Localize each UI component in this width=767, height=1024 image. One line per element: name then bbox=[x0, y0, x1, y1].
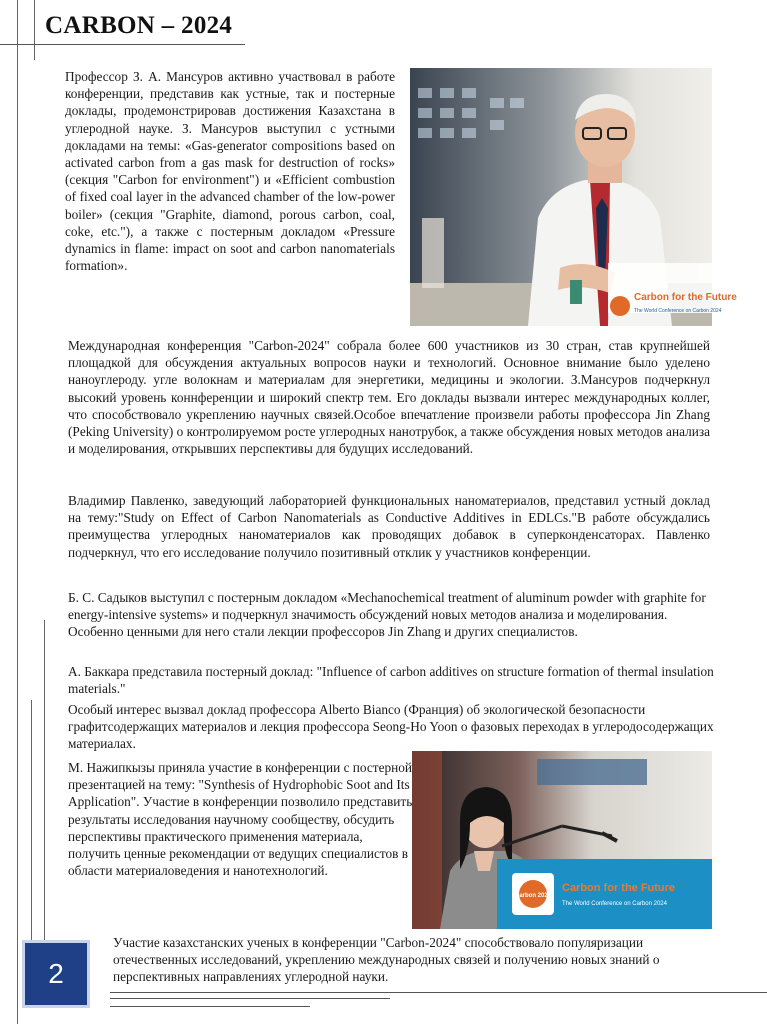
left-decor-line-2 bbox=[34, 0, 35, 60]
photo1-banner-sub: The World Conference on Carbon 2024 bbox=[634, 308, 722, 314]
footer-rule-2 bbox=[110, 998, 390, 999]
left-decor-line-1 bbox=[17, 0, 18, 1024]
paragraph-conference-overview: Международная конференция "Carbon-2024" собрала более 600 участников из 30 стран, став крупнейшей площадкой для обсуждения актуальных вопросов науки и технологий. Основное внимание было уделено наноуглероду. угле волокнам и материалам для энергетики, медицины и экологии. З.Мансуров подчеркнул высокий уровень коннференции и широкий спектр тем. Его доклады вызвали интерес международных коллег, что способствовало укреплению научных связей.Особое впечатление произвели работы профессора Jin Zhang (Peking University) о контролируемом росте углеродных нанотрубок, а также обсуждения новых методов анализа и моделирования, открывших перспективы для будущих исследований. bbox=[68, 338, 710, 457]
paragraph-mansurov: Профессор З. А. Мансуров активно участвовал в работе конференции, представив как устные, так и постерные доклады, продемонстрировав достижения Казахстана в углеродной науке. З. Мансуров выступил с устными докладами на темы: «Gas-generator compositions based on activated carbon from a gas mask for destruction of rocks» (секция "Carbon for environment") и «Efficient combustion of fixed coal layer in the advanced chamber of the low-power boiler» (секция "Graphite, diamond, porous carbon, coal, coke, etc."), а также с постерным докладом «Pressure dynamics in flame: impact on soot and carbon nanomaterials formation». bbox=[65, 69, 395, 274]
paragraph-nazhipkyzy: М. Нажипкызы приняла участие в конференции с постерной презентацией на тему: "Synthesis of Hydrophobic Soot and Its Application". Участие в конференции позволило представить результаты исследования научному сообществу, обсудить перспективы практического применения материала, получить ценные рекомендации от ведущих специалистов в области материаловедения и нанотехнологий. bbox=[68, 760, 413, 879]
photo-professor-mansurov bbox=[410, 68, 737, 326]
title-underline bbox=[0, 44, 245, 45]
paragraph-conclusion: Участие казахстанских ученых в конференции "Carbon-2024" способствовало популяризации отечественных исследований, укреплению международных связей и получению новых знаний о перспективных направлениях углеродной науки. bbox=[113, 935, 660, 985]
page-title: CARBON – 2024 bbox=[45, 12, 233, 39]
photo-speaker-illustration bbox=[412, 751, 712, 929]
page-number: 2 bbox=[48, 958, 64, 989]
photo-speaker-podium bbox=[412, 751, 712, 929]
photo2-podium-logo: Carbon 2024 bbox=[514, 893, 552, 899]
left-decor-line-4 bbox=[44, 620, 45, 950]
footer-rule-1 bbox=[110, 992, 767, 993]
photo2-podium-sub: The World Conference on Carbon 2024 bbox=[562, 901, 667, 907]
paragraph-pavlenko: Владимир Павленко, заведующий лабораторией функциональных наноматериалов, представил устный доклад на тему:"Study on Effect of Carbon Nanomaterials as Conductive Additives in EDLCs."В работе обсуждались преимущества углеродных наноматериалов как проводящих добавок в суперконденсаторах. Павленко подчеркнул, что его исследование получило позитивный отклик у участников конференции. bbox=[68, 493, 710, 560]
paragraph-bakkara: А. Баккара представила постерный доклад: "Influence of carbon additives on structure formation of thermal insulation materials." bbox=[68, 664, 714, 697]
paragraph-bianco: Особый интерес вызвал доклад профессора Alberto Bianco (Франция) об экологической безопасности графитсодержащих материалов и лекция профессора Seong-Ho Yoon о фазовых переходах в углеродосодержащих материалах. bbox=[68, 702, 714, 752]
photo1-banner-text: Carbon for the Future bbox=[634, 292, 737, 303]
footer-rule-3 bbox=[110, 1006, 310, 1007]
left-decor-line-3 bbox=[31, 700, 32, 940]
page-number-badge bbox=[25, 943, 87, 1005]
photo-professor-illustration bbox=[410, 68, 737, 326]
photo2-podium-text: Carbon for the Future bbox=[562, 882, 676, 894]
paragraph-sadykov: Б. С. Садыков выступил с постерным докладом «Mechanochemical treatment of aluminum powder with graphite for energy-intensive systems» и подчеркнул значимость обсуждений новых методов анализа и моделирования. Особенно ценными для него стали лекции профессоров Jin Zhang и других специалистов. bbox=[68, 590, 706, 640]
